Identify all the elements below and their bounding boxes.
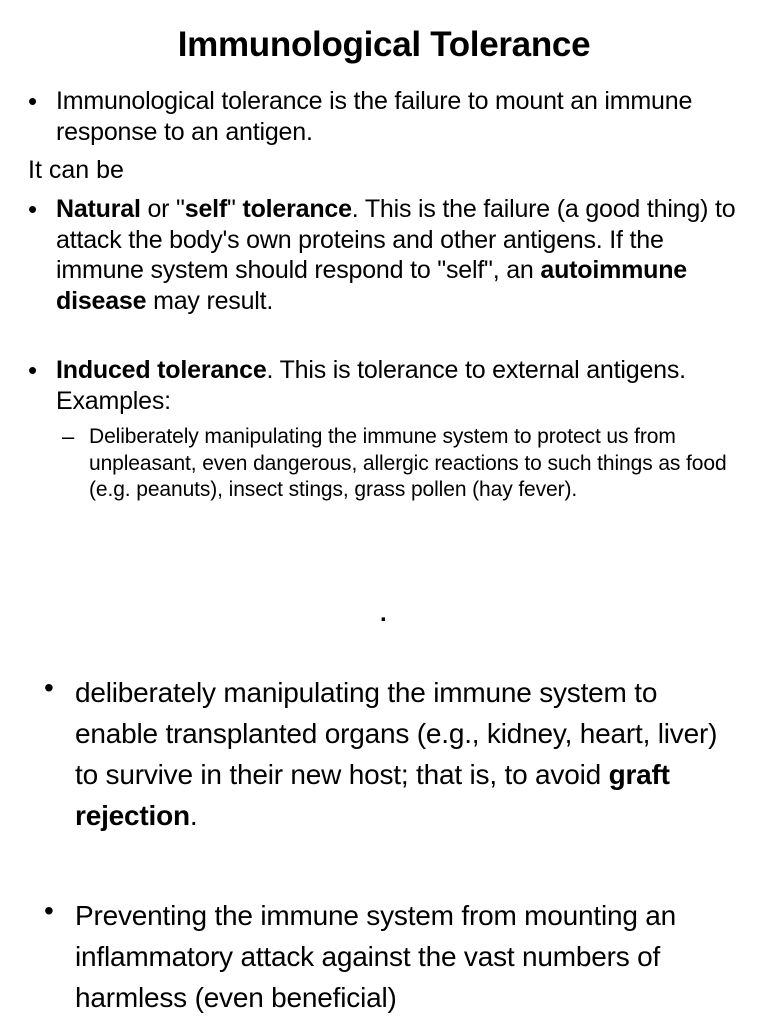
induced-tolerance-text bbox=[56, 355, 740, 416]
bullet-marker: • bbox=[44, 672, 54, 703]
text-run: deliberately manipulating the immune system to enable transplanted organs (e.g., kidney, heart, liver) to survive in their new host; that is, to avoid bbox=[75, 677, 718, 790]
bullet-inflammatory bbox=[44, 895, 734, 1018]
sub-bullet-allergy bbox=[62, 424, 742, 504]
page-title: Immunological Tolerance bbox=[177, 25, 591, 64]
bullet-intro bbox=[28, 86, 740, 147]
bullet-marker: • bbox=[44, 895, 54, 926]
bullet-induced-tolerance bbox=[28, 355, 740, 416]
bullet-marker: • bbox=[28, 86, 38, 116]
graft-rejection-term: graft rejection bbox=[75, 759, 670, 831]
self-term: self bbox=[184, 195, 228, 223]
induced-tolerance-term: Induced tolerance bbox=[56, 356, 267, 384]
text-run: . bbox=[189, 800, 198, 831]
graft-text bbox=[75, 672, 734, 836]
inflammatory-text: Preventing the immune system from mounting an inflammatory attack against the vast numbers of harmless (even beneficial) bbox=[75, 900, 677, 1013]
text-run: . This is tolerance to external antigens. Examples: bbox=[56, 356, 686, 415]
bullet-graft bbox=[44, 672, 734, 836]
dash-marker: – bbox=[62, 424, 75, 449]
bullet-marker: • bbox=[28, 355, 38, 385]
intro-text: Immunological tolerance is the failure to mount an immune response to an antigen. bbox=[56, 87, 693, 146]
text-run: or " bbox=[140, 195, 185, 223]
text-run: " bbox=[227, 195, 243, 223]
text-run: may result. bbox=[146, 286, 274, 315]
allergy-example-text: Deliberately manipulating the immune system to protect us from unpleasant, even dangerous, allergic reactions to such things as food (e.g. peanuts), insect stings, grass pollen (hay fever). bbox=[89, 425, 727, 501]
tolerance-term: tolerance bbox=[242, 195, 352, 223]
it-can-be-text: It can be bbox=[28, 156, 124, 184]
text-run: . This is the failure (a good thing) to attack the body's own proteins and other antigens. If the immune system should respond to "self", an bbox=[56, 195, 736, 284]
separator-dot: . bbox=[380, 600, 387, 627]
bullet-marker: • bbox=[28, 194, 38, 224]
natural-tolerance-text bbox=[56, 194, 740, 316]
bullet-natural-tolerance bbox=[28, 194, 740, 316]
autoimmune-disease-term: autoimmune disease bbox=[56, 256, 688, 315]
natural-term: Natural bbox=[56, 195, 141, 223]
